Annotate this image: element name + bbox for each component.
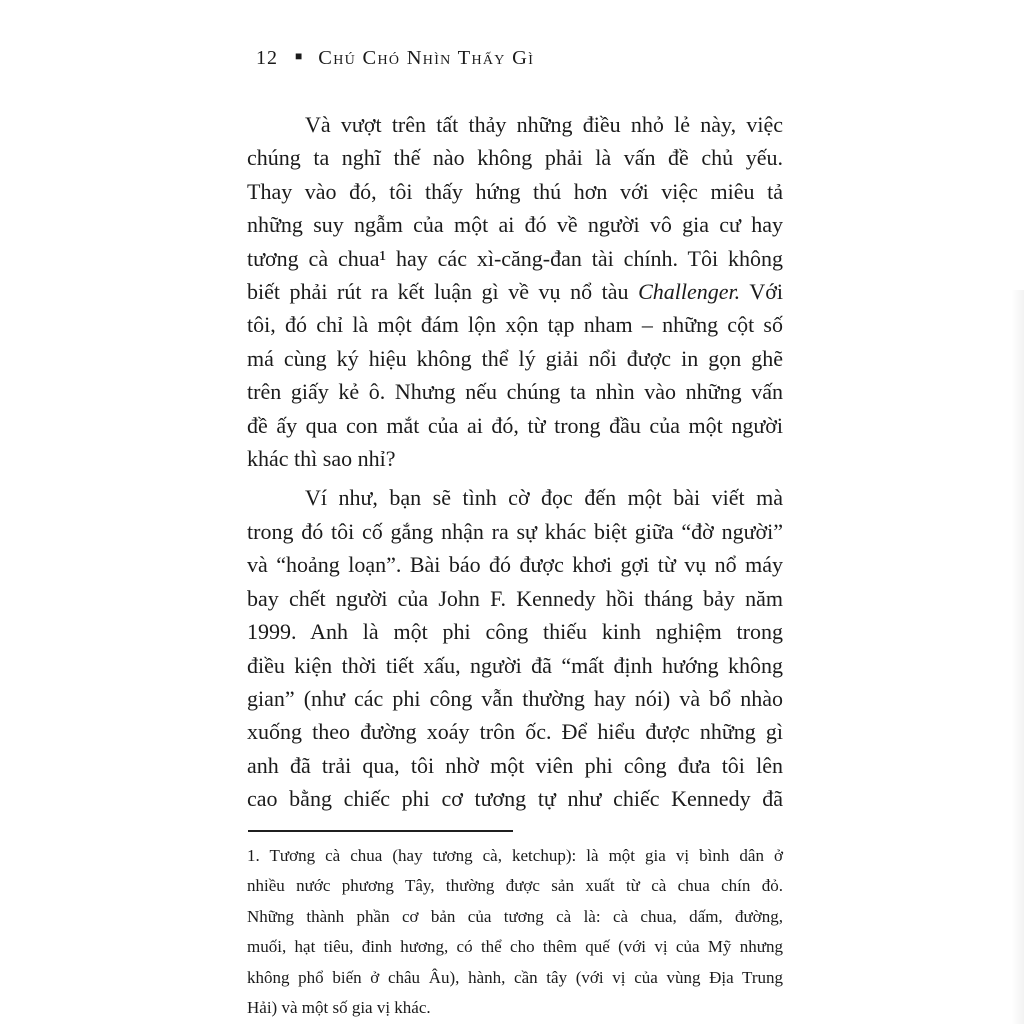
body-text bbox=[247, 108, 783, 816]
page-number: 12 bbox=[256, 47, 278, 69]
paragraph-2 bbox=[247, 481, 783, 815]
text-line: nhiều nước phương Tây, thường được sản xuất từ cà chua chín đỏ. bbox=[247, 876, 783, 896]
text-line: tương cà chua¹ hay các xì-căng-đan tài chính. Tôi không bbox=[247, 245, 783, 271]
page-header bbox=[256, 47, 534, 70]
text-line: muối, hạt tiêu, đinh hương, có thể cho thêm quế (với vị của Mỹ nhưng bbox=[247, 937, 783, 957]
text-line: 1. Tương cà chua (hay tương cà, ketchup): là một gia vị bình dân ở bbox=[247, 846, 783, 865]
text-line: gian” (như các phi công vẫn thường hay nói) và bổ nhào bbox=[247, 685, 783, 711]
text-line: Hải) và một số gia vị khác. bbox=[247, 998, 431, 1018]
text-line: không phổ biến ở châu Âu), hành, cần tây (với vị của vùng Địa Trung bbox=[247, 967, 783, 987]
text-line: Thay vào đó, tôi thấy hứng thú hơn với việc miêu tả bbox=[247, 178, 783, 204]
text-line: cao bằng chiếc phi cơ tương tự như chiếc Kennedy đã bbox=[247, 786, 783, 812]
text-line: trên giấy kẻ ô. Nhưng nếu chúng ta nhìn vào những vấn bbox=[247, 379, 783, 405]
text-line: và “hoảng loạn”. Bài báo đó được khơi gợi từ vụ nổ máy bbox=[247, 552, 783, 578]
text-line: anh đã trải qua, tôi nhờ một viên phi công đưa tôi lên bbox=[247, 752, 783, 778]
text-line: điều kiện thời tiết xấu, người đã “mất định hướng không bbox=[247, 652, 783, 678]
text-line: má cùng ký hiệu không thể lý giải nổi được in gọn ghẽ bbox=[247, 345, 783, 371]
italic-text: Challenger. bbox=[638, 279, 741, 305]
running-title: Chú Chó Nhìn Thấy Gì bbox=[318, 47, 535, 69]
text-line: đề ấy qua con mắt của ai đó, từ trong đầu của một người bbox=[247, 412, 783, 438]
text-line: trong đó tôi cố gắng nhận ra sự khác biệt giữa “đờ người” bbox=[247, 518, 783, 544]
text-line: Ví như, bạn sẽ tình cờ đọc đến một bài viết mà bbox=[305, 485, 783, 511]
footnote-text bbox=[247, 841, 783, 1023]
text-line: Những thành phần cơ bản của tương cà là: cà chua, dấm, đường, bbox=[247, 906, 783, 926]
footnote-1 bbox=[247, 841, 783, 1023]
bullet-icon: ■ bbox=[295, 49, 303, 63]
paragraph-1 bbox=[247, 108, 783, 475]
text-line: khác thì sao nhỉ? bbox=[247, 446, 396, 472]
page-edge-shadow bbox=[1011, 290, 1024, 1024]
text-line: Và vượt trên tất thảy những điều nhỏ lẻ này, việc bbox=[305, 112, 783, 137]
text-line: những suy ngẫm của một ai đó về người vô gia cư hay bbox=[247, 212, 783, 238]
text-line: chúng ta nghĩ thế nào không phải là vấn đề chủ yếu. bbox=[247, 145, 783, 171]
text-line: tôi, đó chỉ là một đám lộn xộn tạp nham – những cột số bbox=[247, 312, 783, 338]
text-line: bay chết người của John F. Kennedy hồi tháng bảy năm bbox=[247, 585, 783, 611]
text-line: xuống theo đường xoáy trôn ốc. Để hiểu được những gì bbox=[247, 719, 783, 745]
footnote-divider bbox=[248, 830, 513, 832]
text-line: 1999. Anh là một phi công thiếu kinh nghiệm trong bbox=[247, 619, 783, 645]
text-line: biết phải rút ra kết luận gì về vụ nổ tàu Challenger. Với bbox=[247, 279, 783, 305]
